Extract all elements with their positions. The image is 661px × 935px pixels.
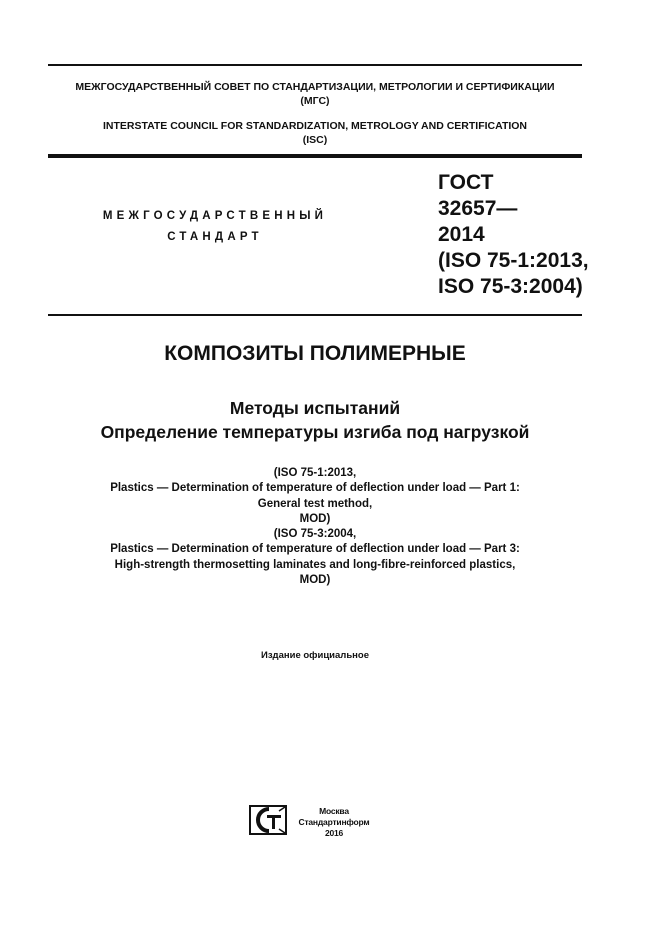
gost-designation	[438, 170, 589, 300]
iso-ref-line: MOD)	[299, 512, 331, 525]
council-ru-abbr: (МГС)	[300, 95, 330, 107]
publisher-block	[293, 806, 375, 839]
iso-ref-line: General test method,	[257, 497, 373, 510]
iso-ref-line: (ISO 75-3:2004,	[273, 528, 357, 541]
iso-ref-line: Plastics — Determination of temperature of deflection under load — Part 3:	[110, 543, 520, 556]
publisher-year: 2016	[324, 828, 344, 838]
iso-ref-line: (ISO 75-1:2013,	[273, 467, 357, 479]
standard-type	[60, 206, 370, 248]
gost-line: 2014	[438, 223, 485, 246]
council-en-abbr: (ISC)	[302, 134, 328, 146]
iso-references	[48, 466, 582, 588]
gost-line: 32657—	[438, 197, 518, 220]
document-title: КОМПОЗИТЫ ПОЛИМЕРНЫЕ	[164, 342, 466, 365]
top-rule	[48, 64, 582, 66]
gost-line: (ISO 75-1:2013,	[438, 249, 589, 272]
document-subtitle	[48, 396, 582, 444]
council-ru: МЕЖГОСУДАРСТВЕННЫЙ СОВЕТ ПО СТАНДАРТИЗАЦИИ, МЕТРОЛОГИИ И СЕРТИФИКАЦИИ	[75, 81, 555, 93]
publisher-name: Стандартинформ	[298, 817, 370, 827]
subtitle-line1: Методы испытаний	[229, 398, 401, 418]
header-rule	[48, 154, 582, 158]
edition-label: Издание официальное	[261, 650, 369, 661]
council-block	[48, 80, 582, 147]
standartinform-logo-icon	[249, 805, 287, 835]
standard-type-line1: МЕЖГОСУДАРСТВЕННЫЙ	[102, 210, 328, 222]
council-en: INTERSTATE COUNCIL FOR STANDARDIZATION, METROLOGY AND CERTIFICATION	[102, 120, 528, 132]
title-rule	[48, 314, 582, 316]
iso-ref-line: Plastics — Determination of temperature of deflection under load — Part 1:	[110, 482, 520, 495]
standard-type-line2: СТАНДАРТ	[167, 231, 263, 243]
subtitle-line2: Определение температуры изгиба под нагрузкой	[100, 422, 530, 442]
iso-ref-line: MOD)	[299, 574, 331, 587]
gost-line: ГОСТ	[438, 171, 494, 194]
iso-ref-line: High-strength thermosetting laminates and long-fibre-reinforced plastics,	[114, 558, 516, 571]
publisher-city: Москва	[319, 806, 349, 816]
gost-line: ISO 75-3:2004)	[438, 275, 583, 298]
